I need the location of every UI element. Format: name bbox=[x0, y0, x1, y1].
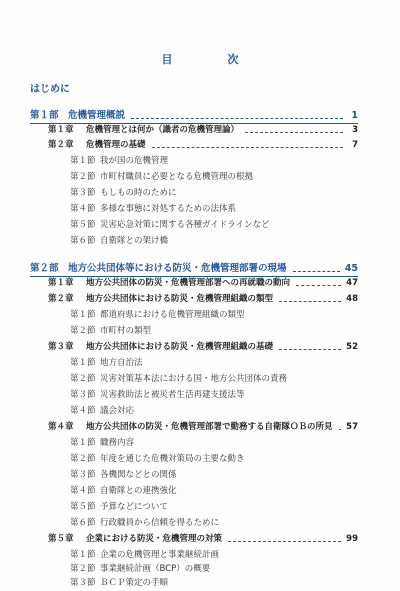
chapter-2-4 bbox=[48, 421, 358, 433]
chapter-label: 危機管理とは何か（識者の危機管理論） bbox=[86, 125, 240, 135]
dot-leader bbox=[339, 429, 342, 430]
section-1-2-6 bbox=[70, 235, 168, 247]
part-number: 第１部 bbox=[30, 110, 59, 121]
section-number: 第２節 bbox=[70, 326, 96, 336]
section-label: 自衛隊との架け橋 bbox=[100, 236, 169, 246]
section-2-3-1 bbox=[70, 357, 143, 369]
section-1-2-1 bbox=[70, 155, 168, 167]
section-label: 議会対応 bbox=[100, 406, 135, 416]
section-label: 我が国の危機管理 bbox=[100, 156, 169, 166]
section-number: 第２節 bbox=[70, 454, 96, 464]
section-2-4-5 bbox=[70, 501, 168, 513]
page-number: 48 bbox=[346, 294, 358, 304]
chapter-number: 第２章 bbox=[48, 140, 74, 150]
section-number: 第４節 bbox=[70, 406, 96, 416]
dot-leader bbox=[279, 301, 341, 302]
dot-leader bbox=[296, 285, 341, 286]
section-label: 地方自治法 bbox=[100, 358, 143, 368]
page-number: 57 bbox=[346, 422, 358, 432]
section-2-3-3 bbox=[70, 389, 245, 401]
section-1-2-2 bbox=[70, 171, 253, 183]
part-label: 地方公共団体等における防災・危機管理部署の現場 bbox=[68, 263, 287, 274]
chapter-label: 地方公共団体における防災・危機管理組織の類型 bbox=[86, 294, 274, 304]
section-1-2-5 bbox=[70, 219, 270, 231]
section-number: 第２節 bbox=[70, 374, 96, 384]
section-number: 第６節 bbox=[70, 518, 96, 528]
page-number: 45 bbox=[344, 263, 358, 274]
chapter-number: 第１章 bbox=[48, 125, 74, 135]
page-number: 52 bbox=[346, 342, 358, 352]
chapter-number: 第２章 bbox=[48, 294, 74, 304]
section-2-4-3 bbox=[70, 469, 177, 481]
page-number: 1 bbox=[351, 110, 358, 121]
dot-leader bbox=[228, 541, 341, 542]
section-number: 第３節 bbox=[70, 188, 96, 198]
section-label: 予算などについて bbox=[100, 502, 168, 512]
section-number: 第１節 bbox=[70, 310, 96, 320]
chapter-2-5 bbox=[48, 533, 358, 545]
section-label: 年度を通じた危機対策局の主要な動き bbox=[100, 454, 245, 464]
section-number: 第２節 bbox=[70, 564, 96, 574]
chapter-2-3 bbox=[48, 341, 358, 353]
part-number: 第２部 bbox=[30, 263, 59, 274]
section-number: 第１節 bbox=[70, 550, 96, 560]
section-label: 職務内容 bbox=[100, 438, 135, 448]
section-label: 都道府県における危機管理組織の類型 bbox=[100, 310, 245, 320]
section-number: 第５節 bbox=[70, 502, 96, 512]
page-title: 目 次 bbox=[161, 53, 261, 66]
section-number: 第５節 bbox=[70, 220, 96, 230]
chapter-1-2 bbox=[48, 139, 358, 151]
section-2-3-2 bbox=[70, 373, 287, 385]
chapter-1-1 bbox=[48, 124, 358, 136]
chapter-2-2 bbox=[48, 293, 358, 305]
section-number: 第３節 bbox=[70, 470, 96, 480]
section-label: 災害救助法と被災者生活再建支援法等 bbox=[100, 390, 245, 400]
section-label: 行政職員から信頼を得るために bbox=[100, 518, 220, 528]
dot-leader bbox=[131, 118, 343, 119]
section-label: 各機関などとの関係 bbox=[100, 470, 177, 480]
section-label: 事業継続計画（BCP）の概要 bbox=[100, 564, 211, 574]
part-1-heading bbox=[30, 110, 358, 122]
section-number: 第３節 bbox=[70, 390, 96, 400]
section-2-4-1 bbox=[70, 437, 134, 449]
page-number: 7 bbox=[352, 140, 358, 150]
chapter-number: 第４章 bbox=[48, 422, 74, 432]
section-2-3-4 bbox=[70, 405, 134, 417]
section-number: 第１節 bbox=[70, 438, 96, 448]
section-label: 災害応急対策に関する各種ガイドラインなど bbox=[100, 220, 270, 230]
intro-heading: はじめに bbox=[30, 84, 70, 95]
dot-leader bbox=[293, 271, 340, 272]
dot-leader bbox=[279, 349, 341, 350]
section-number: 第６節 bbox=[70, 236, 96, 246]
section-2-5-2 bbox=[70, 563, 210, 575]
section-number: 第１節 bbox=[70, 156, 96, 166]
section-2-4-2 bbox=[70, 453, 245, 465]
section-label: ＢＣＰ策定の手順 bbox=[100, 578, 169, 588]
part-label: 危機管理概説 bbox=[68, 110, 126, 121]
chapter-label: 地方公共団体の防災・危機管理部署への再就職の動向 bbox=[86, 278, 291, 288]
section-number: 第４節 bbox=[70, 486, 96, 496]
chapter-label: 危機管理の基礎 bbox=[86, 140, 146, 150]
dot-leader bbox=[152, 147, 343, 148]
page-number: 99 bbox=[346, 534, 358, 544]
section-label: 市町村の類型 bbox=[100, 326, 152, 336]
section-1-2-4 bbox=[70, 203, 236, 215]
chapter-2-1 bbox=[48, 277, 358, 289]
section-number: 第２節 bbox=[70, 172, 96, 182]
part-2-heading bbox=[30, 263, 358, 275]
section-2-2-1 bbox=[70, 309, 245, 321]
section-2-2-2 bbox=[70, 325, 151, 337]
section-label: 自衛隊との連携強化 bbox=[100, 486, 177, 496]
page-number: 3 bbox=[352, 125, 358, 135]
section-1-2-3 bbox=[70, 187, 177, 199]
section-label: 市町村職員に必要となる危機管理の根拠 bbox=[100, 172, 254, 182]
section-label: 多様な事態に対処するための法体系 bbox=[100, 204, 237, 214]
chapter-number: 第１章 bbox=[48, 278, 74, 288]
section-label: もしもの時のために bbox=[100, 188, 177, 198]
chapter-number: 第５章 bbox=[48, 534, 74, 544]
section-label: 災害対策基本法における国・地方公共団体の責務 bbox=[100, 374, 288, 384]
section-2-5-3 bbox=[70, 577, 168, 589]
section-2-5-1 bbox=[70, 549, 219, 561]
section-2-4-6 bbox=[70, 517, 219, 529]
chapter-label: 企業における防災・危機管理の対策 bbox=[86, 534, 223, 544]
section-number: 第３節 bbox=[70, 578, 96, 588]
section-2-4-4 bbox=[70, 485, 177, 497]
dot-leader bbox=[245, 132, 343, 133]
chapter-label: 地方公共団体における防災・危機管理組織の基礎 bbox=[86, 342, 274, 352]
chapter-label: 地方公共団体の防災・危機管理部署で勤務する自衛隊ＯＢの所見 bbox=[86, 422, 333, 432]
page-number: 47 bbox=[346, 278, 358, 288]
section-number: 第１節 bbox=[70, 358, 96, 368]
section-number: 第４節 bbox=[70, 204, 96, 214]
section-label: 企業の危機管理と事業継続計画 bbox=[100, 550, 220, 560]
chapter-number: 第３章 bbox=[48, 342, 74, 352]
